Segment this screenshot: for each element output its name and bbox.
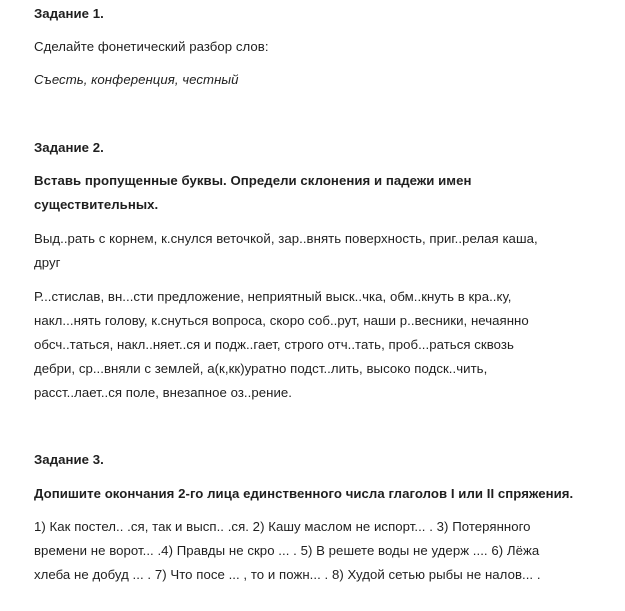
task2-para2-line2: накл...нять голову, к.снуться вопроса, скоро соб..рут, наши р..весники, нечаянно [34, 313, 529, 328]
task3-heading: Задание 3. [34, 452, 104, 467]
task2-para2-line5: расст..лает..ся поле, внезапное оз..рение. [34, 385, 292, 400]
task3-body-line1: 1) Как постел.. .ся, так и высп.. .ся. 2) Кашу маслом не испорт... . 3) Потерянного [34, 519, 531, 534]
task2-para2-line3: обсч..таться, накл..няет..ся и подж..гает, строго отч..тать, проб...раться сквозь [34, 337, 514, 352]
task1-heading: Задание 1. [34, 6, 104, 21]
task2-instruction-line1: Вставь пропущенные буквы. Определи склонения и падежи имен [34, 173, 472, 188]
task2-instruction-line2: существительных. [34, 197, 159, 212]
task3-body-line3: хлеба не добуд ... . 7) Что посе ... , то и пожн... . 8) Худой сетью рыбы не налов... . [34, 567, 541, 582]
task3-instruction: Допишите окончания 2-го лица единственного числа глаголов I или II спряжения. [34, 486, 574, 501]
task2-para2-line1: Р...стислав, вн...сти предложение, неприятный выск..чка, обм..кнуть в кра..ку, [34, 289, 512, 304]
task2-para1-line1: Выд..рать с корнем, к.снулся веточкой, зар..внять поверхность, приг..релая каша, [34, 231, 538, 246]
task1-instruction: Сделайте фонетический разбор слов: [34, 39, 269, 54]
task2-heading: Задание 2. [34, 140, 104, 155]
task2-para1-line2: друг [34, 255, 61, 270]
task3-body-line2: времени не ворот... .4) Правды не скро ... . 5) В решете воды не удерж .... 6) Лёжа [34, 543, 540, 558]
task1-words: Съесть, конференция, честный [34, 72, 239, 87]
task2-para2-line4: дебри, ср...вняли с землей, а(к,кк)уратно подст..лить, высоко подск..чить, [34, 361, 488, 376]
